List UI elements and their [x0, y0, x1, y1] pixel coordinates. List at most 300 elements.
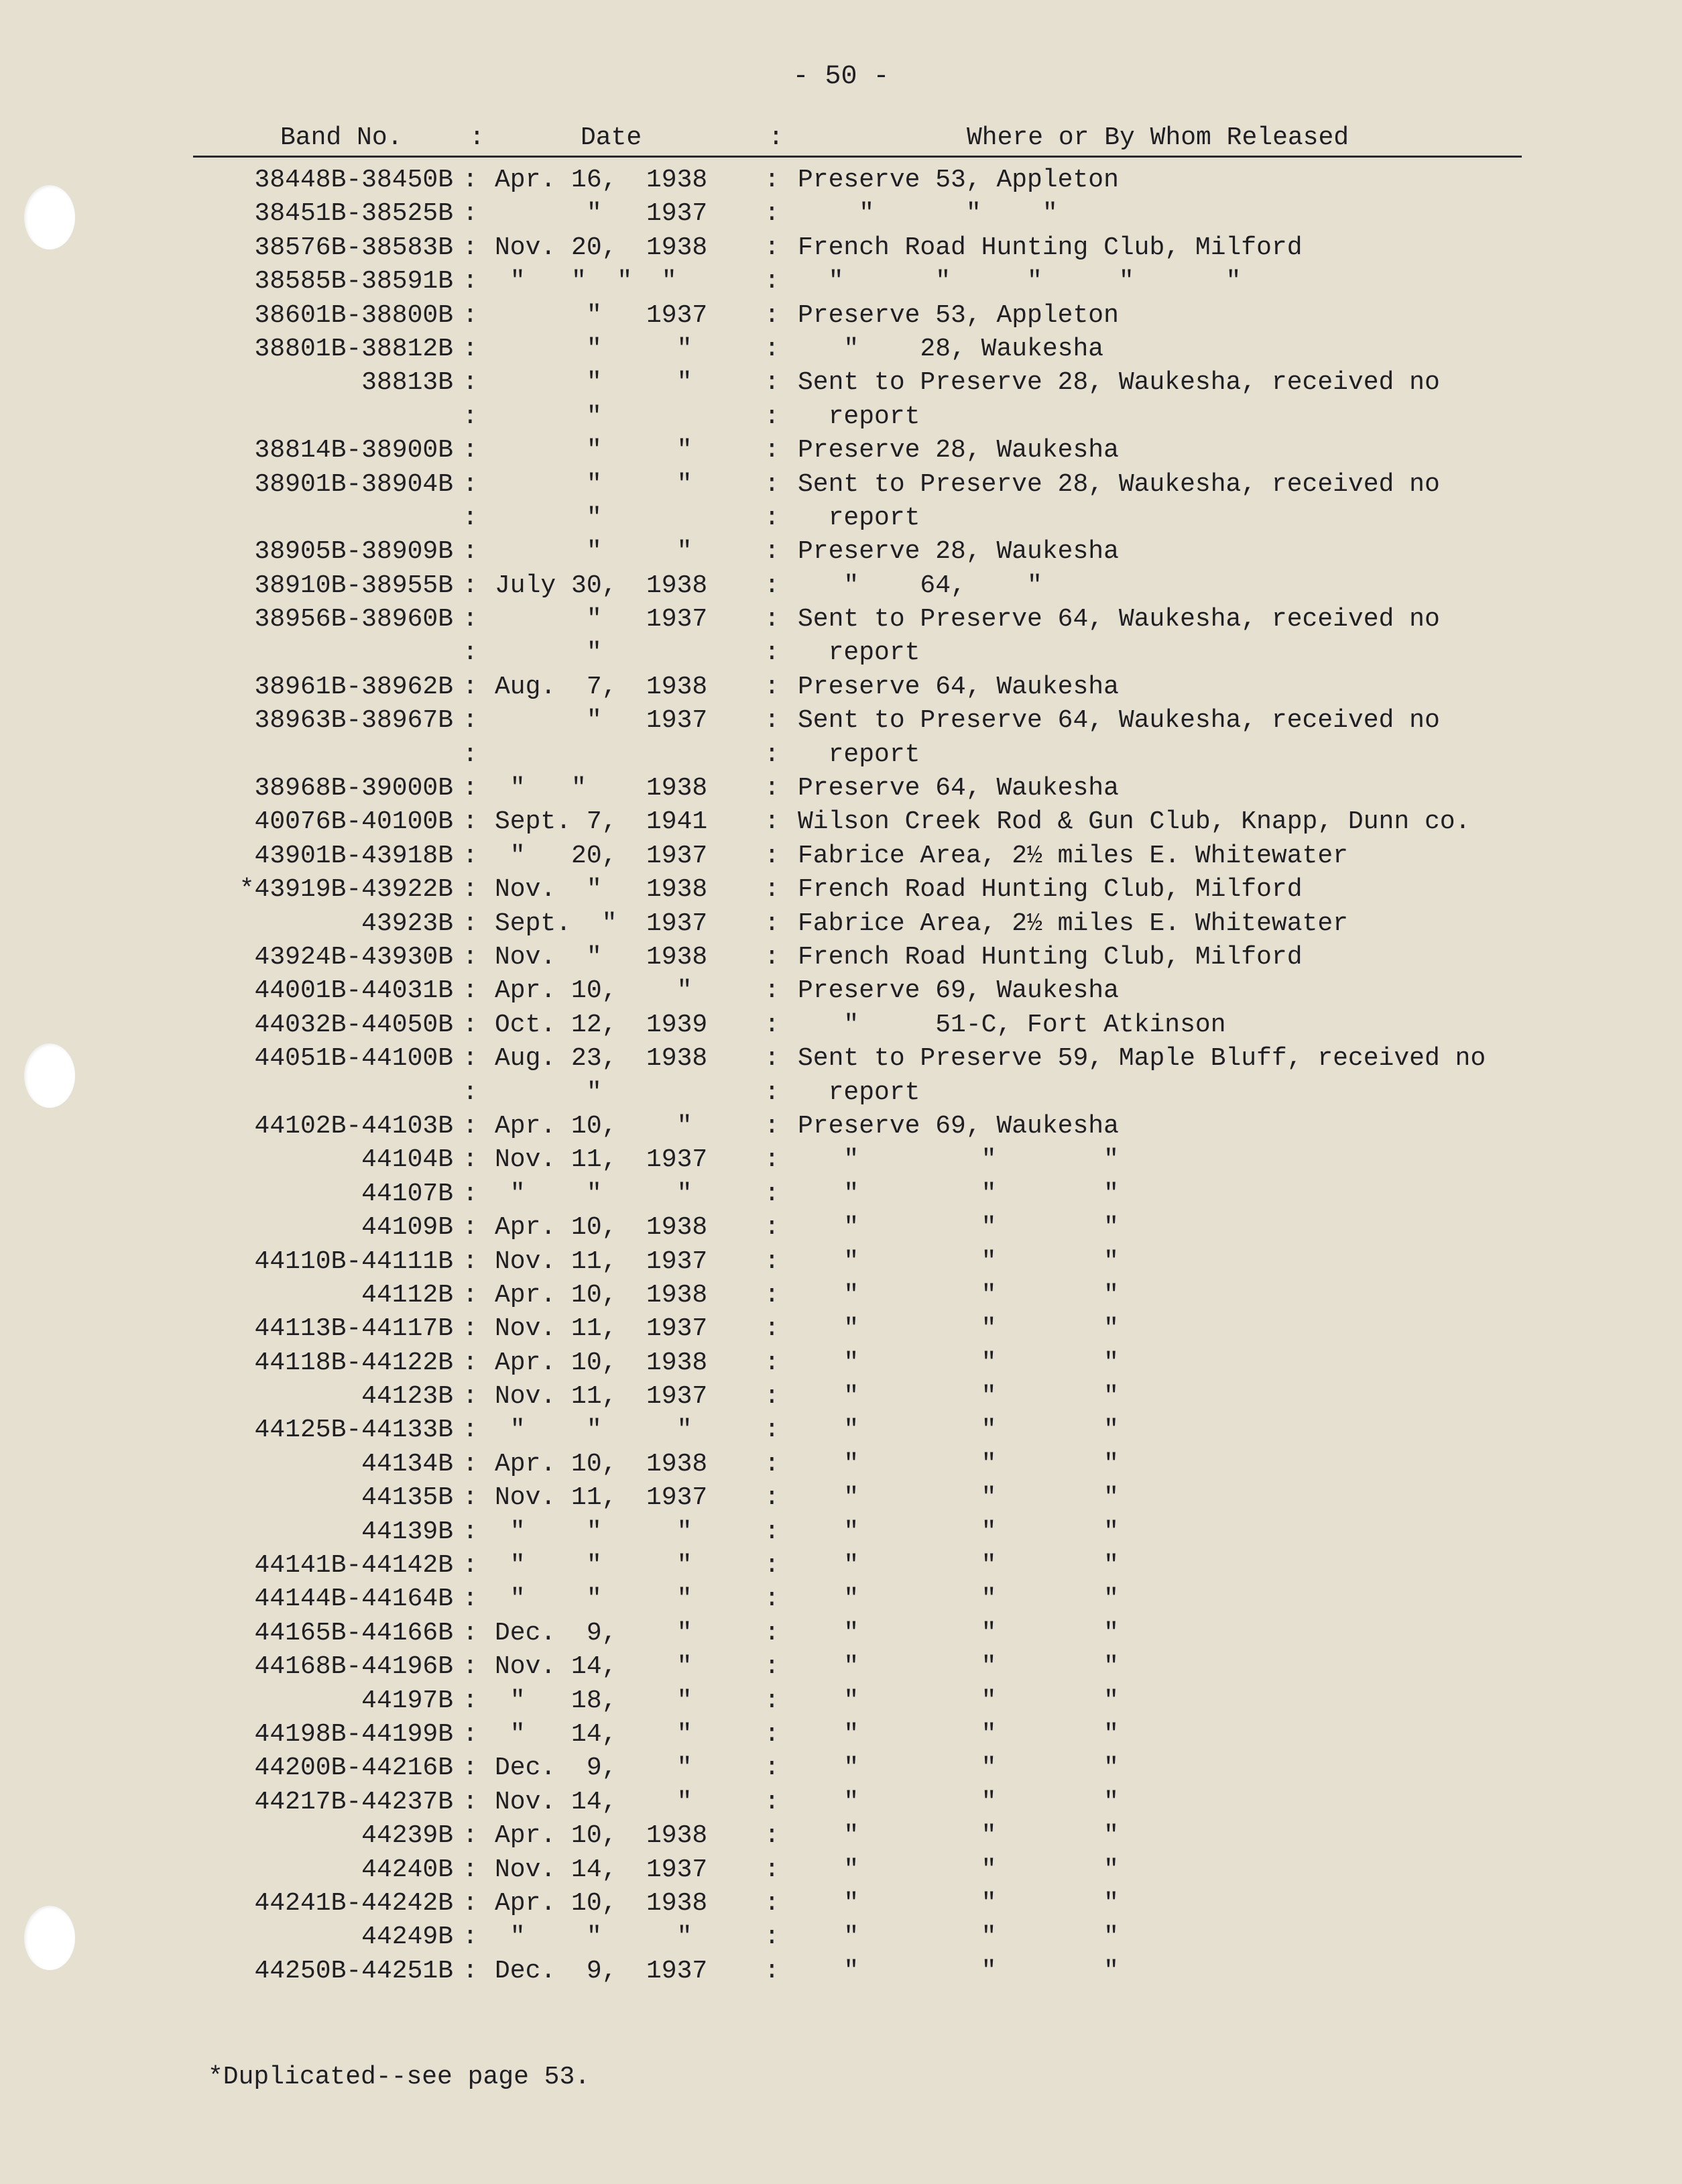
release-location: " 28, Waukesha: [798, 334, 1104, 363]
release-location: report: [798, 402, 920, 431]
column-separator: :: [764, 1754, 780, 1783]
table-row: [0, 1312, 1682, 1346]
band-number: 44109B: [361, 1213, 453, 1243]
column-separator: :: [764, 402, 780, 431]
column-separator: :: [764, 503, 780, 532]
release-location: " " ": [798, 1551, 1119, 1580]
release-location: " " ": [798, 1449, 1119, 1479]
release-location: " " ": [798, 1956, 1119, 1986]
band-number: 44113B-44117B: [254, 1314, 453, 1344]
column-separator: :: [764, 706, 780, 736]
release-year: ": [646, 1416, 693, 1445]
release-date-month-day: " ": [495, 1551, 602, 1580]
table-row: [0, 569, 1682, 603]
release-location: " " ": [798, 1314, 1119, 1344]
column-separator: :: [764, 537, 780, 567]
release-year: ": [646, 1551, 693, 1580]
column-separator: :: [463, 1314, 478, 1344]
band-number: 44249B: [361, 1922, 453, 1952]
column-separator: :: [764, 267, 780, 296]
table-row: [0, 366, 1682, 400]
band-number: 44250B-44251B: [254, 1956, 453, 1986]
band-number: 43924B-43930B: [254, 942, 453, 972]
table-row: [0, 840, 1682, 873]
column-separator: :: [463, 1179, 478, 1208]
table-row: [0, 1786, 1682, 1819]
column-separator: :: [463, 1348, 478, 1377]
release-year: ": [646, 1517, 693, 1546]
release-date-month-day: Apr. 10,: [495, 1280, 617, 1310]
column-separator: :: [764, 807, 780, 837]
table-row: [0, 333, 1682, 366]
table-row: [0, 873, 1682, 907]
release-location: " " ": [798, 1888, 1119, 1918]
release-location: " " ": [798, 1652, 1119, 1682]
release-year: 1938: [646, 166, 708, 194]
column-separator: :: [463, 638, 478, 668]
column-separator: :: [463, 267, 478, 296]
table-row: [0, 1549, 1682, 1583]
release-year: 1938: [646, 1044, 708, 1074]
band-number: 44139B: [361, 1517, 453, 1546]
footnote: *Duplicated--see page 53.: [208, 2063, 591, 2091]
table-row: [0, 1380, 1682, 1414]
release-location: Sent to Preserve 28, Waukesha, received no: [798, 368, 1440, 398]
release-location: " " ": [798, 1618, 1119, 1648]
release-year: 1937: [646, 1483, 708, 1513]
band-number: 44112B: [361, 1280, 453, 1310]
column-separator: :: [463, 469, 478, 499]
column-separator: :: [764, 740, 780, 769]
release-year: ": [646, 1754, 693, 1783]
column-separator: :: [764, 1044, 780, 1074]
release-year: 1938: [646, 942, 708, 972]
column-separator: :: [463, 537, 478, 567]
column-separator: :: [463, 1787, 478, 1817]
table-row: [0, 603, 1682, 636]
column-separator: :: [463, 1280, 478, 1310]
release-date-month-day: Dec. 9,: [495, 1754, 617, 1783]
column-separator: :: [463, 334, 478, 363]
header-date: Date: [581, 123, 642, 152]
release-year: 1938: [646, 233, 708, 262]
column-separator: :: [764, 774, 780, 803]
release-date-month-day: " " ": [495, 267, 633, 296]
column-separator: :: [764, 1719, 780, 1749]
band-number: 44241B-44242B: [254, 1888, 453, 1918]
band-number: 38814B-38900B: [254, 436, 453, 465]
release-date-month-day: ": [495, 537, 602, 567]
release-location: " " ": [798, 1145, 1119, 1175]
release-year: 1938: [646, 1449, 708, 1479]
release-date-month-day: ": [495, 469, 602, 499]
column-separator: :: [463, 436, 478, 465]
column-separator: :: [463, 672, 478, 701]
release-date-month-day: Sept. ": [495, 909, 617, 938]
release-location: " " ": [798, 1922, 1119, 1952]
release-location: " 51-C, Fort Atkinson: [798, 1010, 1226, 1039]
column-separator: :: [463, 503, 478, 532]
release-date-month-day: Apr. 10,: [495, 1449, 617, 1479]
band-number: 44197B: [361, 1686, 453, 1715]
release-location: report: [798, 1078, 920, 1107]
release-year: ": [646, 1719, 693, 1749]
release-date-month-day: ": [495, 1078, 602, 1107]
band-number: 38576B-38583B: [254, 233, 453, 262]
column-separator: :: [463, 199, 478, 229]
release-year: ": [646, 1585, 693, 1614]
column-separator: :: [764, 1686, 780, 1715]
band-number: 44032B-44050B: [254, 1010, 453, 1039]
table-row: [0, 265, 1682, 298]
release-year: 1938: [646, 1348, 708, 1377]
release-year: 1937: [646, 605, 708, 634]
release-location: " " " " ": [798, 267, 1242, 296]
table-row: [0, 805, 1682, 839]
table-row: [0, 704, 1682, 738]
band-number: 38956B-38960B: [254, 605, 453, 634]
band-number: 43901B-43918B: [254, 841, 453, 870]
table-row: [0, 468, 1682, 502]
release-year: 1937: [646, 909, 708, 938]
column-separator: :: [764, 166, 780, 194]
page-number: - 50 -: [792, 62, 890, 92]
column-separator: :: [764, 368, 780, 398]
release-location: " " ": [798, 1483, 1119, 1513]
band-number: 44144B-44164B: [254, 1585, 453, 1614]
table-row: [0, 1583, 1682, 1616]
release-location: Fabrice Area, 2½ miles E. Whitewater: [798, 841, 1348, 870]
release-date-month-day: Apr. 10,: [495, 1821, 617, 1851]
table-row: [0, 1042, 1682, 1076]
table-row: [0, 1887, 1682, 1920]
header-rule: [193, 156, 1522, 158]
column-separator: :: [463, 166, 478, 194]
table-row: [0, 1177, 1682, 1211]
column-separator: :: [764, 875, 780, 905]
table-row: [0, 1009, 1682, 1042]
release-location: report: [798, 740, 920, 769]
release-date-month-day: ": [495, 436, 602, 465]
release-date-month-day: ": [495, 605, 602, 634]
column-separator: :: [764, 1111, 780, 1141]
release-year: 1937: [646, 300, 708, 330]
column-separator: :: [463, 706, 478, 736]
release-location: Sent to Preserve 64, Waukesha, received no: [798, 706, 1440, 736]
column-separator: :: [764, 1585, 780, 1614]
band-number: 38901B-38904B: [254, 469, 453, 499]
header-separator: :: [768, 123, 784, 152]
table-row: [0, 400, 1682, 434]
table-row: [0, 197, 1682, 231]
band-number: 44125B-44133B: [254, 1416, 453, 1445]
release-year: 1939: [646, 1010, 708, 1039]
column-separator: :: [463, 875, 478, 905]
table-row: [0, 738, 1682, 772]
column-separator: :: [764, 1416, 780, 1445]
band-number: 44217B-44237B: [254, 1787, 453, 1817]
table-row: [0, 636, 1682, 670]
release-date-month-day: July 30,: [495, 571, 617, 600]
band-number: 38968B-39000B: [254, 774, 453, 803]
header-separator: :: [469, 123, 485, 152]
column-separator: :: [463, 1618, 478, 1648]
column-separator: :: [764, 1517, 780, 1546]
release-location: " " ": [798, 1517, 1119, 1546]
table-row: [0, 1279, 1682, 1312]
column-separator: :: [463, 1044, 478, 1074]
table-row: [0, 974, 1682, 1008]
table-row: [0, 1448, 1682, 1481]
column-separator: :: [764, 1922, 780, 1952]
band-number: 38601B-38800B: [254, 300, 453, 330]
column-separator: :: [764, 1348, 780, 1377]
release-year: ": [646, 1922, 693, 1952]
release-year: 1938: [646, 774, 708, 803]
column-separator: :: [463, 807, 478, 837]
column-separator: :: [463, 233, 478, 262]
release-location: " " ": [798, 1686, 1119, 1715]
release-year: 1937: [646, 199, 708, 229]
release-location: " " ": [798, 1348, 1119, 1377]
table-row: [0, 671, 1682, 704]
column-separator: :: [463, 1010, 478, 1039]
band-number: 44141B-44142B: [254, 1551, 453, 1580]
column-separator: :: [463, 1922, 478, 1952]
column-separator: :: [764, 1956, 780, 1986]
release-location: Preserve 69, Waukesha: [798, 976, 1119, 1006]
table-row: [0, 434, 1682, 467]
column-separator: :: [764, 1888, 780, 1918]
column-separator: :: [764, 1314, 780, 1344]
release-date-month-day: ": [495, 334, 602, 363]
release-date-month-day: " ": [495, 1922, 602, 1952]
release-year: ": [646, 334, 693, 363]
column-separator: :: [463, 1483, 478, 1513]
table-row: [0, 502, 1682, 535]
release-date-month-day: Nov. 11,: [495, 1145, 617, 1175]
column-separator: :: [463, 774, 478, 803]
release-date-month-day: ": [495, 638, 602, 668]
release-year: ": [646, 1652, 693, 1682]
band-number: 38910B-38955B: [254, 571, 453, 600]
release-location: " " ": [798, 1855, 1119, 1884]
release-year: ": [646, 976, 693, 1006]
column-separator: :: [463, 1652, 478, 1682]
band-number: 44123B: [361, 1382, 453, 1412]
table-row: [0, 299, 1682, 333]
table-row: [0, 535, 1682, 569]
band-number: 44165B-44166B: [254, 1618, 453, 1648]
release-year: ": [646, 469, 693, 499]
release-location: " " ": [798, 1787, 1119, 1817]
column-separator: :: [764, 1618, 780, 1648]
table-row: [0, 1853, 1682, 1887]
release-year: ": [646, 1179, 693, 1208]
release-date-month-day: Aug. 7,: [495, 672, 617, 701]
column-separator: :: [463, 1855, 478, 1884]
release-date-month-day: " ": [495, 1416, 602, 1445]
column-separator: :: [463, 1719, 478, 1749]
band-number: 44102B-44103B: [254, 1111, 453, 1141]
band-number: 44134B: [361, 1449, 453, 1479]
column-separator: :: [764, 1078, 780, 1107]
release-year: 1937: [646, 1855, 708, 1884]
release-location: " " ": [798, 1247, 1119, 1276]
release-date-month-day: ": [495, 503, 602, 532]
table-row: [0, 1481, 1682, 1515]
release-location: Preserve 53, Appleton: [798, 300, 1119, 330]
release-location: report: [798, 638, 920, 668]
table-row: [0, 1143, 1682, 1177]
band-number: 38963B-38967B: [254, 706, 453, 736]
table-row: [0, 1414, 1682, 1447]
release-location: Preserve 53, Appleton: [798, 166, 1119, 194]
release-date-month-day: Nov. 11,: [495, 1382, 617, 1412]
band-number: 38813B: [361, 368, 453, 398]
release-year: 1938: [646, 571, 708, 600]
column-separator: :: [463, 605, 478, 634]
column-separator: :: [463, 300, 478, 330]
release-year: 1937: [646, 841, 708, 870]
table-row: [0, 1819, 1682, 1853]
column-separator: :: [764, 1280, 780, 1310]
column-separator: :: [764, 1010, 780, 1039]
column-separator: :: [764, 841, 780, 870]
release-year: ": [646, 1618, 693, 1648]
release-year: 1938: [646, 875, 708, 905]
release-location: Sent to Preserve 64, Waukesha, received no: [798, 605, 1440, 634]
column-separator: :: [463, 1686, 478, 1715]
release-location: report: [798, 503, 920, 532]
table-row: [0, 907, 1682, 941]
release-table: [0, 164, 1682, 1988]
release-location: " 64, ": [798, 571, 1042, 600]
release-date-month-day: Apr. 10,: [495, 1888, 617, 1918]
release-location: " " ": [798, 1585, 1119, 1614]
column-separator: :: [463, 1888, 478, 1918]
band-number: 44051B-44100B: [254, 1044, 453, 1074]
release-date-month-day: ": [495, 300, 602, 330]
column-separator: :: [764, 334, 780, 363]
column-separator: :: [463, 571, 478, 600]
release-date-month-day: Aug. 23,: [495, 1044, 617, 1074]
release-date-month-day: Nov. 11,: [495, 1483, 617, 1513]
table-row: [0, 941, 1682, 974]
table-row: [0, 1110, 1682, 1143]
column-separator: :: [463, 402, 478, 431]
column-separator: :: [463, 909, 478, 938]
column-separator: :: [764, 605, 780, 634]
release-date-month-day: Nov. 14,: [495, 1652, 617, 1682]
column-separator: :: [463, 1416, 478, 1445]
release-date-month-day: Nov. 11,: [495, 1314, 617, 1344]
column-separator: :: [463, 1449, 478, 1479]
column-separator: :: [463, 1111, 478, 1141]
release-location: French Road Hunting Club, Milford: [798, 233, 1303, 262]
release-year: ": [646, 368, 693, 398]
release-date-month-day: " 18,: [495, 1686, 617, 1715]
release-location: " " ": [798, 1719, 1119, 1749]
band-number: 38451B-38525B: [254, 199, 453, 229]
release-date-month-day: " 14,: [495, 1719, 617, 1749]
release-date-month-day: " ": [495, 1517, 602, 1546]
column-separator: :: [463, 1213, 478, 1243]
table-row: [0, 1920, 1682, 1954]
release-location: " " ": [798, 1179, 1119, 1208]
column-separator: :: [764, 1145, 780, 1175]
header-band-no: Band No.: [280, 123, 403, 152]
column-separator: :: [764, 976, 780, 1006]
column-separator: :: [764, 571, 780, 600]
column-separator: :: [764, 1652, 780, 1682]
table-header: [0, 123, 1682, 156]
release-date-month-day: Apr. 10,: [495, 1348, 617, 1377]
release-date-month-day: Apr. 16,: [495, 166, 617, 194]
release-year: 1941: [646, 807, 708, 837]
release-location: " " ": [798, 1280, 1119, 1310]
release-date-month-day: Dec. 9,: [495, 1618, 617, 1648]
column-separator: :: [764, 1551, 780, 1580]
release-date-month-day: Apr. 10,: [495, 1111, 617, 1141]
band-number: 43923B: [361, 909, 453, 938]
release-date-month-day: Sept. 7,: [495, 807, 617, 837]
column-separator: :: [764, 1483, 780, 1513]
band-number: 44198B-44199B: [254, 1719, 453, 1749]
release-year: 1937: [646, 1247, 708, 1276]
release-year: ": [646, 537, 693, 567]
release-date-month-day: Dec. 9,: [495, 1956, 617, 1986]
column-separator: :: [463, 1551, 478, 1580]
column-separator: :: [764, 300, 780, 330]
release-date-month-day: " 20,: [495, 841, 617, 870]
release-location: Preserve 69, Waukesha: [798, 1111, 1119, 1141]
column-separator: :: [764, 909, 780, 938]
band-number: 40076B-40100B: [254, 807, 453, 837]
release-location: French Road Hunting Club, Milford: [798, 942, 1303, 972]
column-separator: :: [764, 1382, 780, 1412]
column-separator: :: [764, 942, 780, 972]
table-row: [0, 1751, 1682, 1785]
release-year: 1937: [646, 1145, 708, 1175]
release-location: Preserve 28, Waukesha: [798, 436, 1119, 465]
release-year: 1938: [646, 1213, 708, 1243]
band-number: *43919B-43922B: [239, 875, 453, 905]
release-date-month-day: Nov. ": [495, 942, 602, 972]
release-date-month-day: ": [495, 402, 602, 431]
release-location: " " ": [798, 1754, 1119, 1783]
release-date-month-day: " ": [495, 1179, 602, 1208]
release-year: 1937: [646, 1956, 708, 1986]
release-location: Fabrice Area, 2½ miles E. Whitewater: [798, 909, 1348, 938]
release-date-month-day: Nov. 14,: [495, 1787, 617, 1817]
table-row: [0, 1718, 1682, 1751]
column-separator: :: [463, 740, 478, 769]
column-separator: :: [463, 841, 478, 870]
release-location: " " ": [798, 1382, 1119, 1412]
release-date-month-day: Nov. 14,: [495, 1855, 617, 1884]
release-date-month-day: ": [495, 706, 602, 736]
table-row: [0, 1245, 1682, 1279]
release-year: 1938: [646, 1888, 708, 1918]
band-number: 44104B: [361, 1145, 453, 1175]
band-number: 44118B-44122B: [254, 1348, 453, 1377]
release-date-month-day: Nov. 11,: [495, 1247, 617, 1276]
column-separator: :: [764, 1787, 780, 1817]
release-location: " " ": [798, 1416, 1119, 1445]
column-separator: :: [764, 199, 780, 229]
table-row: [0, 1955, 1682, 1988]
